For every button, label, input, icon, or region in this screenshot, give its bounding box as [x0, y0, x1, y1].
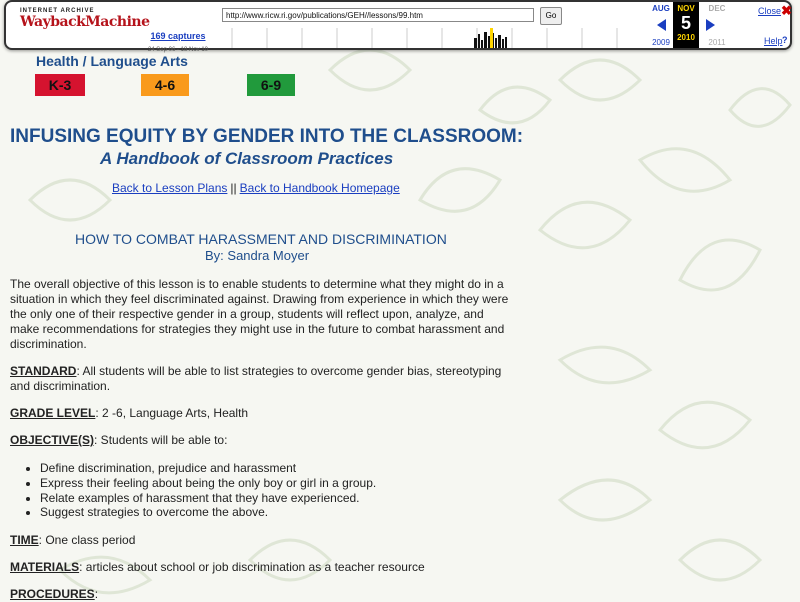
time-section	[10, 533, 510, 548]
captures-range: 24 Sep 06 - 18 Nov 10	[147, 47, 209, 53]
captures-link[interactable]: 169 captures	[150, 31, 206, 41]
link-separator: ||	[230, 181, 237, 195]
go-button[interactable]: Go	[540, 7, 562, 25]
current-day: 5	[680, 13, 691, 33]
list-item: • Express their feeling about being the only boy or girl in a group.	[40, 476, 376, 491]
materials-label: MATERIALS	[10, 560, 80, 574]
objectives-label: OBJECTIVE(S)	[10, 433, 95, 447]
help-link[interactable]: Help	[764, 36, 783, 46]
wayback-machine-logo-text: WaybackMachine	[20, 14, 150, 30]
wayback-logo[interactable]	[20, 8, 150, 30]
grade-k3-button[interactable]: K-3	[35, 74, 85, 96]
back-to-handbook-home-link[interactable]: Back to Handbook Homepage	[239, 181, 400, 195]
list-item: • Suggest strategies to overcome the above.	[40, 505, 376, 520]
internet-archive-label: INTERNET ARCHIVE	[20, 8, 95, 14]
nav-links	[112, 181, 400, 195]
standard-label: STANDARD	[10, 364, 77, 378]
current-month: NOV	[677, 4, 695, 13]
captures-info	[138, 26, 218, 53]
lesson-author: By: Sandra Moyer	[205, 248, 310, 263]
time-text: : One class period	[38, 533, 136, 547]
objectives-section	[10, 433, 510, 448]
procedures-label: PROCEDURES	[10, 587, 95, 601]
lesson-title: HOW TO COMBAT HARASSMENT AND DISCRIMINATION	[75, 231, 447, 247]
wayback-toolbar	[4, 0, 792, 53]
url-input[interactable]: http://www.ricw.ri.gov/publications/GEH//lessons/99.htm	[222, 8, 534, 22]
prev-year-label[interactable]: 2009	[652, 38, 670, 47]
list-item: • Define discrimination, prejudice and harassment	[40, 461, 376, 476]
next-capture-arrow-icon[interactable]	[706, 19, 715, 31]
time-label: TIME	[10, 533, 39, 547]
materials-section	[10, 560, 510, 575]
category-heading: Health / Language Arts	[36, 53, 188, 69]
grade-level-text: : 2 -6, Language Arts, Health	[95, 406, 249, 420]
current-year: 2010	[677, 33, 695, 42]
close-link[interactable]: Close	[758, 6, 782, 16]
standard-text: : All students will be able to list strategies to overcome gender bias, stereotyping and discrimination.	[10, 364, 502, 393]
procedures-text: :	[94, 587, 99, 601]
grade-6-9-button[interactable]: 6-9	[247, 74, 295, 96]
grade-level-label: GRADE LEVEL	[10, 406, 96, 420]
objectives-list	[22, 461, 376, 520]
prev-capture-arrow-icon[interactable]	[657, 19, 666, 31]
page-title: INFUSING EQUITY BY GENDER INTO THE CLASSROOM:	[10, 126, 524, 147]
back-to-lesson-plans-link[interactable]: Back to Lesson Plans	[112, 181, 228, 195]
materials-text: : articles about school or job discrimination as a teacher resource	[79, 560, 425, 574]
close-icon[interactable]: ✖	[781, 3, 792, 18]
help-icon[interactable]: ?	[782, 35, 788, 45]
current-capture-date	[673, 2, 699, 48]
grade-4-6-button[interactable]: 4-6	[141, 74, 189, 96]
page-subtitle: A Handbook of Classroom Practices	[100, 149, 394, 168]
next-year-label: 2011	[708, 38, 726, 47]
next-month-label: DEC	[708, 4, 726, 13]
standard-section	[10, 364, 510, 394]
grade-level-section	[10, 406, 510, 421]
captures-sparkline[interactable]	[222, 28, 642, 48]
intro-paragraph: The overall objective of this lesson is to enable students to determine what they might do in a situation in which they feel discriminated against. Drawing from experience in which they were the only one of their respective gender in a group, students will reflect upon, analyze, and make recommendations for strategies they might use in the future to combat harassment and discrimination.	[10, 277, 509, 351]
prev-month-label[interactable]: AUG	[652, 4, 670, 13]
objectives-text: : Students will be able to:	[94, 433, 228, 447]
list-item: • Relate examples of harassment that they have experienced.	[40, 491, 376, 506]
